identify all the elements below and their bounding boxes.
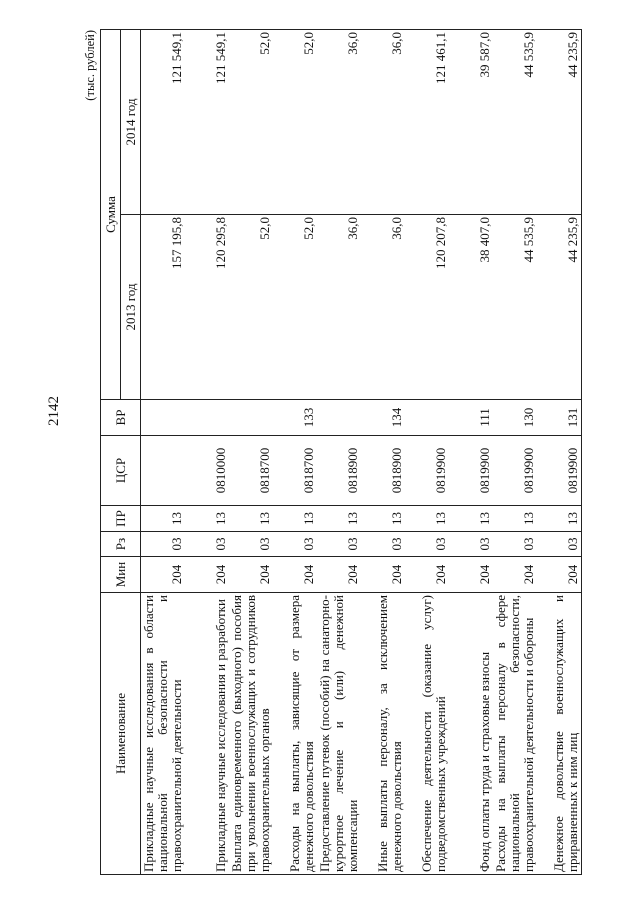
row-pr: 13 bbox=[537, 506, 582, 532]
row-name: Денежное довольствие военнослужащих и приравненных к ним лиц bbox=[537, 593, 582, 875]
row-sum-2014: 121 549,1 bbox=[141, 30, 186, 215]
row-vr: 111 bbox=[449, 400, 493, 436]
row-rz: 03 bbox=[229, 532, 273, 557]
row-vr bbox=[317, 400, 361, 436]
row-csr: 0818700 bbox=[229, 436, 273, 506]
row-pr: 13 bbox=[273, 506, 317, 532]
units-label: (тыс. рублей) bbox=[83, 30, 97, 101]
header-vr: ВР bbox=[101, 400, 141, 436]
header-year-2014: 2014 год bbox=[121, 30, 141, 215]
row-pr: 13 bbox=[405, 506, 449, 532]
row-min: 204 bbox=[141, 557, 186, 593]
row-vr bbox=[405, 400, 449, 436]
row-rz: 03 bbox=[405, 532, 449, 557]
row-vr: 130 bbox=[493, 400, 537, 436]
row-csr: 0818900 bbox=[317, 436, 361, 506]
row-min: 204 bbox=[317, 557, 361, 593]
row-sum-2013: 38 407,0 bbox=[449, 215, 493, 400]
table-row bbox=[229, 30, 273, 875]
row-csr bbox=[141, 436, 186, 506]
header-min: Мин bbox=[101, 557, 141, 593]
row-vr bbox=[229, 400, 273, 436]
row-name: Расходы на выплаты, зависящие от размера денежного довольствия bbox=[273, 593, 317, 875]
row-pr: 13 bbox=[185, 506, 229, 532]
budget-table bbox=[100, 29, 582, 875]
row-rz: 03 bbox=[361, 532, 405, 557]
table-body bbox=[141, 30, 582, 875]
row-min: 204 bbox=[185, 557, 229, 593]
table-row bbox=[317, 30, 361, 875]
row-sum-2013: 36,0 bbox=[317, 215, 361, 400]
table-row bbox=[141, 30, 186, 875]
row-rz: 03 bbox=[493, 532, 537, 557]
row-pr: 13 bbox=[141, 506, 186, 532]
row-pr: 13 bbox=[449, 506, 493, 532]
row-sum-2013: 120 207,8 bbox=[405, 215, 449, 400]
row-name: Иные выплаты персоналу, за исключением денежного довольствия bbox=[361, 593, 405, 875]
row-sum-2013: 52,0 bbox=[273, 215, 317, 400]
row-vr bbox=[141, 400, 186, 436]
row-sum-2014: 44 535,9 bbox=[493, 30, 537, 215]
row-vr: 131 bbox=[537, 400, 582, 436]
row-csr: 0818900 bbox=[361, 436, 405, 506]
table-row bbox=[493, 30, 537, 875]
row-name: Предоставление путевок (пособий) на санаторно-курортное лечение и (или) денежной компенсации bbox=[317, 593, 361, 875]
row-sum-2014: 36,0 bbox=[361, 30, 405, 215]
row-sum-2014: 39 587,0 bbox=[449, 30, 493, 215]
header-rz: Рз bbox=[101, 532, 141, 557]
header-csr: ЦСР bbox=[101, 436, 141, 506]
row-sum-2014: 121 461,1 bbox=[405, 30, 449, 215]
row-min: 204 bbox=[405, 557, 449, 593]
header-sum: Сумма bbox=[101, 30, 121, 400]
row-name: Фонд оплаты труда и страховые взносы bbox=[449, 593, 493, 875]
row-sum-2014: 52,0 bbox=[229, 30, 273, 215]
row-sum-2013: 157 195,8 bbox=[141, 215, 186, 400]
row-vr: 133 bbox=[273, 400, 317, 436]
header-year-2013: 2013 год bbox=[121, 215, 141, 400]
row-pr: 13 bbox=[361, 506, 405, 532]
row-sum-2013: 120 295,8 bbox=[185, 215, 229, 400]
row-rz: 03 bbox=[449, 532, 493, 557]
row-pr: 13 bbox=[229, 506, 273, 532]
row-rz: 03 bbox=[141, 532, 186, 557]
row-vr bbox=[185, 400, 229, 436]
row-min: 204 bbox=[273, 557, 317, 593]
row-rz: 03 bbox=[273, 532, 317, 557]
row-vr: 134 bbox=[361, 400, 405, 436]
row-min: 204 bbox=[537, 557, 582, 593]
row-name: Прикладные научные исследования в области национальной безопасности и правоохранительной деятельности bbox=[141, 593, 186, 875]
row-sum-2013: 36,0 bbox=[361, 215, 405, 400]
row-min: 204 bbox=[229, 557, 273, 593]
row-csr: 0818700 bbox=[273, 436, 317, 506]
row-sum-2013: 44 235,9 bbox=[537, 215, 582, 400]
row-csr: 0819900 bbox=[537, 436, 582, 506]
row-name: Расходы на выплаты персоналу в сфере национальной безопасности, правоохранительной деятельности и обороны bbox=[493, 593, 537, 875]
row-pr: 13 bbox=[317, 506, 361, 532]
row-csr: 0819900 bbox=[405, 436, 449, 506]
table-row bbox=[185, 30, 229, 875]
header-pr: ПР bbox=[101, 506, 141, 532]
row-rz: 03 bbox=[317, 532, 361, 557]
row-csr: 0819900 bbox=[449, 436, 493, 506]
row-sum-2014: 36,0 bbox=[317, 30, 361, 215]
header-name: Наименование bbox=[101, 593, 141, 875]
row-min: 204 bbox=[449, 557, 493, 593]
row-rz: 03 bbox=[185, 532, 229, 557]
table-row bbox=[405, 30, 449, 875]
table-row bbox=[361, 30, 405, 875]
row-min: 204 bbox=[361, 557, 405, 593]
row-pr: 13 bbox=[493, 506, 537, 532]
row-sum-2013: 52,0 bbox=[229, 215, 273, 400]
row-name: Обеспечение деятельности (оказание услуг) подведомственных учреждений bbox=[405, 593, 449, 875]
row-name: Выплата единовременного (выходного) пособия при увольнении военнослужащих и сотрудников правоохранительных органов bbox=[229, 593, 273, 875]
row-sum-2013: 44 535,9 bbox=[493, 215, 537, 400]
row-min: 204 bbox=[493, 557, 537, 593]
row-rz: 03 bbox=[537, 532, 582, 557]
row-csr: 0819900 bbox=[493, 436, 537, 506]
row-sum-2014: 52,0 bbox=[273, 30, 317, 215]
page-number: 2142 bbox=[46, 396, 62, 426]
row-name: Прикладные научные исследования и разработки bbox=[185, 593, 229, 875]
table-row bbox=[449, 30, 493, 875]
row-sum-2014: 121 549,1 bbox=[185, 30, 229, 215]
table-row bbox=[537, 30, 582, 875]
row-csr: 0810000 bbox=[185, 436, 229, 506]
table-row bbox=[273, 30, 317, 875]
row-sum-2014: 44 235,9 bbox=[537, 30, 582, 215]
rotated-content bbox=[82, 30, 582, 875]
